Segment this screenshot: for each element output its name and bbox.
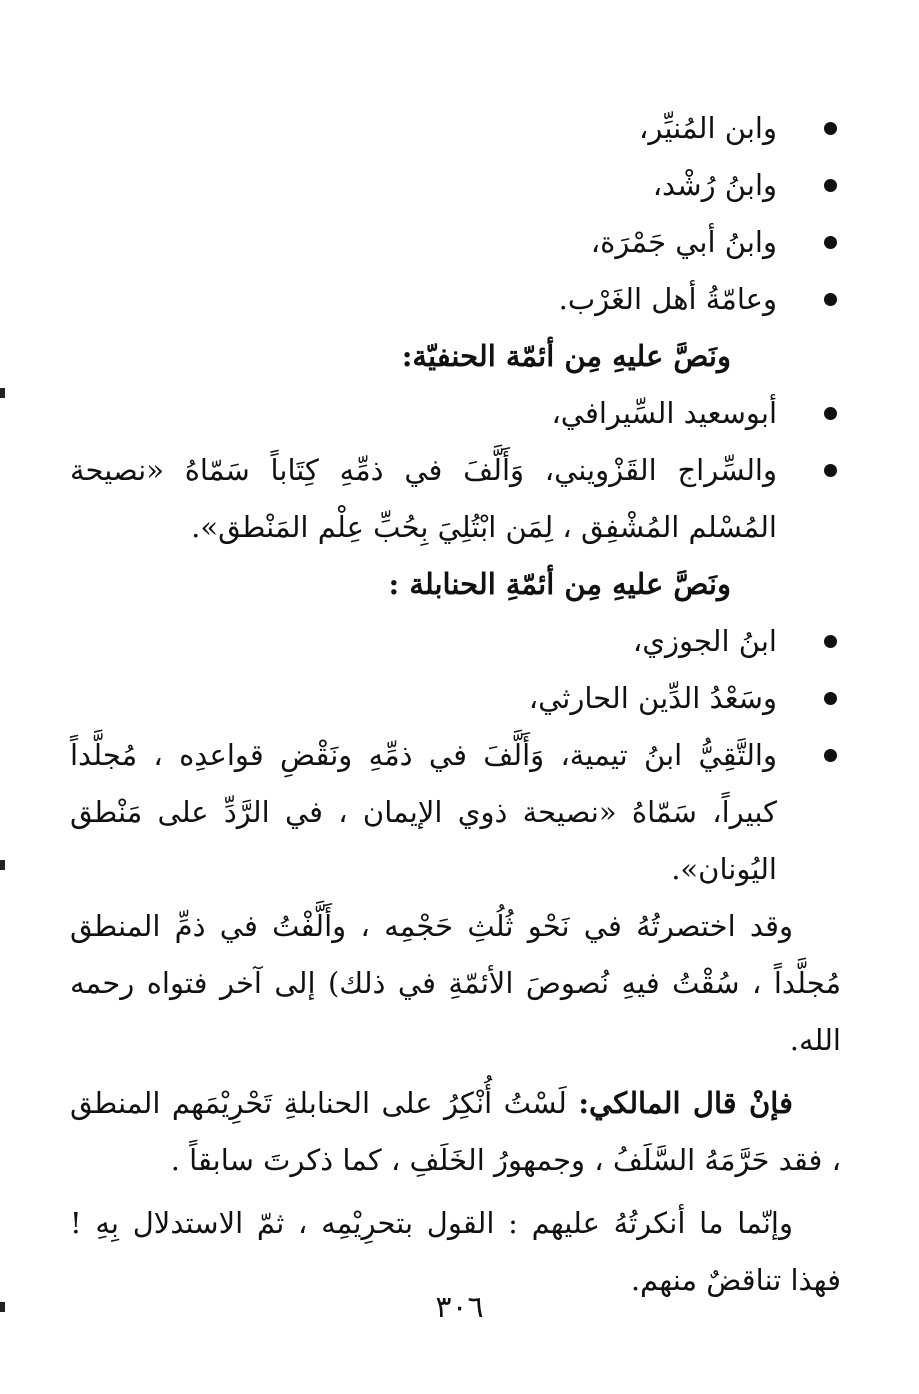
bullet-icon xyxy=(824,464,837,477)
list-item-harithi xyxy=(70,670,841,727)
bullet-icon xyxy=(824,692,837,705)
scan-edge-mark xyxy=(0,1302,5,1312)
scan-edge-mark xyxy=(0,388,5,398)
list-item-text: أبوسعيد السِّيرافي، xyxy=(551,396,777,430)
list-item-text: وابنُ رُشْد، xyxy=(652,168,777,202)
list-item-ibn-abi-jamra xyxy=(70,214,841,271)
bullet-icon xyxy=(824,122,837,135)
list-item-text: والسِّراج القَزْويني، وَأَلَّفَ في ذمِّهِ كِتَاباً سَمّاهُ «نصيحة المُسْلم المُشْفِق ، لِمَن ابْتُلِيَ بِحُبِّ عِلْم المَنْطق». xyxy=(70,453,777,544)
list-item-text: وعامّةُ أهل الغَرْب. xyxy=(558,282,777,316)
list-item-ibn-taymiyya xyxy=(70,727,841,898)
list-item-ibn-aljawzi xyxy=(70,613,841,670)
paragraph-text: وإنّما ما أنكرتُهُ عليهم : القول بتحرِيْمِه ، ثمّ الاستدلال بِهِ ! فهذا تناقضٌ منهم. xyxy=(70,1206,841,1297)
paragraph-maliki-objection xyxy=(70,1075,841,1189)
paragraph-text: لَسْتُ أُنْكِرُ على الحنابلةِ تَحْرِيْمَهم المنطق ، فقد حَرَّمَهُ السَّلَفُ ، وجمهورُ الخَلَفِ ، كما ذكرتَ سابقاً . xyxy=(70,1086,841,1177)
page-body xyxy=(70,100,841,1309)
list-item-text: وابنُ أبي جَمْرَة، xyxy=(590,225,777,259)
list-item-ibn-almunayyir xyxy=(70,100,841,157)
list-item-ahl-algharb xyxy=(70,271,841,328)
bullet-icon xyxy=(824,236,837,249)
list-item-text: وابن المُنيِّر، xyxy=(639,111,777,145)
section-heading-hanafi: ونَصَّ عليهِ مِن أئمّة الحنفيّة: xyxy=(401,339,731,373)
list-item-qazwini xyxy=(70,442,841,556)
list-item-ibn-rushd xyxy=(70,157,841,214)
paragraph-lead: فإنْ قال المالكي: xyxy=(578,1086,793,1120)
bullet-icon xyxy=(824,749,837,762)
paragraph-text: وقد اختصرتُهُ في نَحْو ثُلُثِ حَجْمِه ، وأَلَّفْتُ في ذمِّ المنطق مُجلَّداً ، سُقْتُ فيهِ نُصوصَ الأئمّةِ في ذلك) إلى آخر فتواه رحمه الله. xyxy=(70,909,841,1057)
list-item-text: ابنُ الجوزي، xyxy=(632,624,777,658)
section-heading-hanbali: ونَصَّ عليهِ مِن أئمّةِ الحنابلة : xyxy=(388,567,731,601)
list-item-text: والتَّقِيُّ ابنُ تيمية، وَأَلَّفَ في ذمِّهِ ونَقْضِ قواعدِه ، مُجلَّداً كبيراً، سَمّاهُ «نصيحة ذوي الإيمان ، في الرَّدِّ على مَنْطق اليُونان». xyxy=(70,738,777,886)
bullet-icon xyxy=(824,635,837,648)
list-item-text: وسَعْدُ الدِّين الحارثي، xyxy=(528,681,777,715)
bullet-icon xyxy=(824,293,837,306)
page-number: ٣٠٦ xyxy=(435,1290,484,1325)
list-item-sirafi xyxy=(70,385,841,442)
scan-edge-mark xyxy=(0,860,5,870)
bullet-icon xyxy=(824,179,837,192)
paragraph-abridgement xyxy=(70,898,841,1069)
bullet-icon xyxy=(824,407,837,420)
